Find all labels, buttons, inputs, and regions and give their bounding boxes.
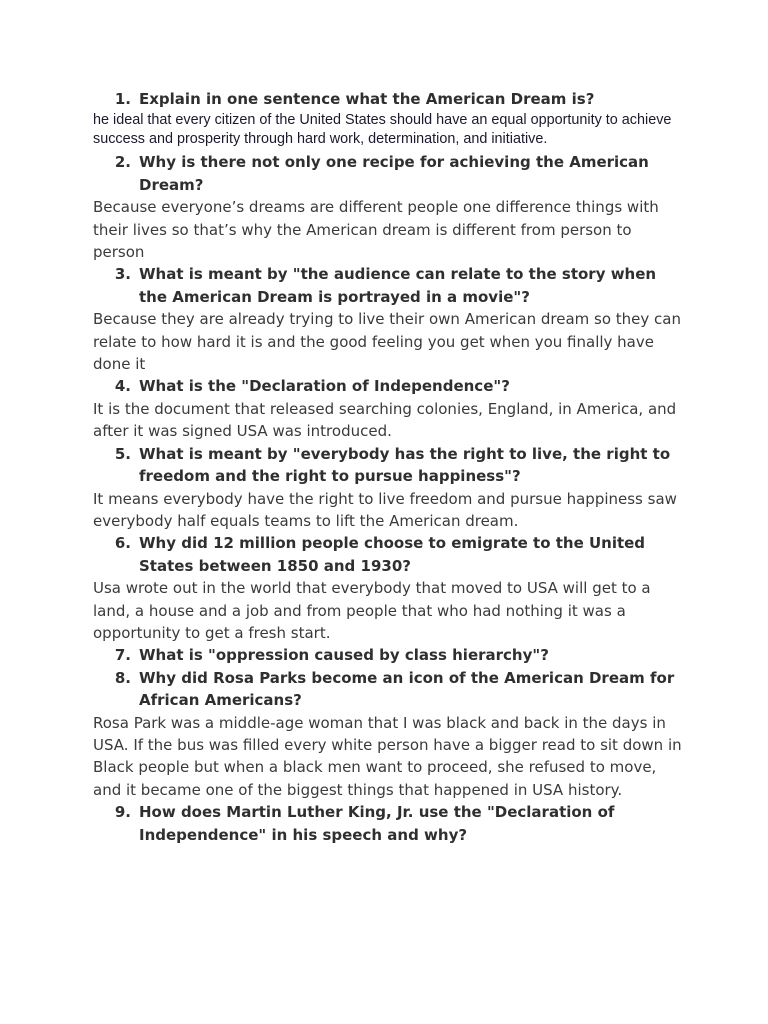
question-6 [93,532,683,577]
question-text: What is meant by "everybody has the right to live, the right to freedom and the right to pursue happiness"? [139,444,671,486]
question-number: 7. [114,646,131,665]
question-text: Why did 12 million people choose to emigrate to the United States between 1850 and 1930? [139,534,646,575]
question-number: 1. [114,90,131,108]
question-number: 8. [114,668,131,687]
question-8 [93,667,683,712]
answer-5: It means everybody have the right to live freedom and pursue happiness saw everybody half equals teams to lift the American dream. [93,489,677,530]
answer-6: Usa wrote out in the world that everybody that moved to USA will get to a land, a house and a job and from people that who had nothing it was a opportunity to get a fresh start. [93,579,651,642]
question-text: What is meant by "the audience can relate to the story when the American Dream is portrayed in a movie"? [139,265,657,306]
answer-1: he ideal that every citizen of the United States should have an equal opportunity to achieve success and prosperity through hard work, determination, and initiative. [93,112,672,148]
question-7 [93,644,683,666]
question-number: 2. [114,153,131,172]
question-2 [93,151,683,196]
question-number: 3. [114,265,131,284]
question-number: 4. [114,377,131,396]
question-4 [93,375,683,397]
question-text: Why is there not only one recipe for achieving the American Dream? [139,153,649,194]
question-5 [93,443,683,488]
question-text: Why did Rosa Parks become an icon of the American Dream for African Americans? [139,668,675,710]
question-text: What is "oppression caused by class hierarchy"? [139,646,549,665]
question-1 [93,88,683,110]
question-text: What is the "Declaration of Independence"? [139,377,510,396]
question-3 [93,263,683,308]
answer-2: Because everyone’s dreams are different people one difference things with their lives so that’s why the American dream is different from person to person [93,198,659,262]
question-9 [93,801,683,846]
question-text: Explain in one sentence what the American Dream is? [139,90,595,108]
question-text: How does Martin Luther King, Jr. use the "Declaration of Independence" in his speech and why? [139,803,615,844]
question-number: 9. [114,803,131,822]
question-list [93,88,683,846]
answer-8: Rosa Park was a middle-age woman that I was black and back in the days in USA. If the bus was filled every white person have a bigger read to sit down in Black people but when a black men want to proceed, she refused to move, and it became one of the biggest things that happened in USA history. [93,713,682,799]
question-number: 6. [114,534,131,553]
answer-3: Because they are already trying to live their own American dream so they can relate to how hard it is and the good feeling you get when you finally have done it [93,310,681,374]
question-number: 5. [114,444,131,463]
answer-4: It is the document that released searching colonies, England, in America, and after it was signed USA was introduced. [93,399,677,441]
